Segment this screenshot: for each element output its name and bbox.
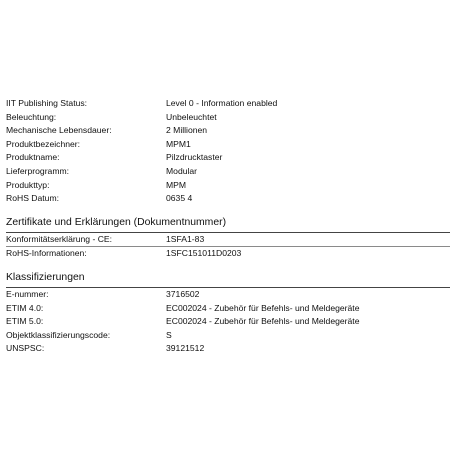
spec-row [6, 124, 450, 138]
spec-label: RoHS Datum: [6, 193, 60, 204]
spec-value: Level 0 - Information enabled [166, 98, 278, 108]
section-title: Zertifikate und Erklärungen (Dokumentnummer) [6, 216, 450, 233]
general-section [6, 97, 450, 206]
spec-label: Produkttyp: [6, 179, 50, 190]
spec-value: 0635 4 [166, 193, 193, 204]
spec-row [6, 138, 450, 152]
spec-value: Modular [166, 165, 198, 176]
spec-value: 39121512 [166, 343, 205, 354]
spec-label: ETIM 4.0: [6, 302, 44, 313]
spec-row [6, 342, 450, 356]
spec-row [6, 233, 450, 248]
spec-value: MPM1 [166, 138, 191, 149]
spec-row [6, 302, 450, 316]
spec-value: 1SFC151011D0203 [166, 248, 242, 259]
spec-value: S [166, 329, 172, 340]
certificates-section [6, 216, 450, 261]
spec-row [6, 288, 450, 302]
spec-label: E-nummer: [6, 288, 49, 299]
spec-value: 1SFA1-83 [166, 233, 205, 244]
spec-label: Mechanische Lebensdauer: [6, 125, 112, 136]
spec-label: ETIM 5.0: [6, 316, 44, 327]
spec-row [6, 315, 450, 329]
spec-value: 2 Millionen [166, 125, 208, 136]
spec-row [6, 192, 450, 206]
spec-row [6, 179, 450, 193]
spec-value: Pilzdrucktaster [166, 152, 223, 163]
spec-label: Objektklassifizierungscode: [6, 329, 111, 340]
spec-label: Produktbezeichner: [6, 138, 81, 149]
spec-row [6, 165, 450, 179]
spec-value: Unbeleuchtet [166, 111, 217, 122]
spec-value: EC002024 - Zubehör für Befehls- und Meldegeräte [166, 316, 360, 327]
spec-value: EC002024 - Zubehör für Befehls- und Meldegeräte [166, 302, 360, 313]
spec-label: IIT Publishing Status: [6, 98, 88, 108]
product-spec-sheet [6, 97, 450, 356]
spec-row [6, 329, 450, 343]
spec-row [6, 247, 450, 261]
spec-label: Beleuchtung: [6, 111, 57, 122]
spec-row [6, 97, 450, 111]
spec-label: Produktname: [6, 152, 60, 163]
spec-row [6, 151, 450, 165]
spec-value: 3716502 [166, 288, 200, 299]
spec-label: Lieferprogramm: [6, 165, 70, 176]
classification-section [6, 271, 450, 356]
spec-row [6, 111, 450, 125]
spec-label: Konformitätserklärung - CE: [6, 233, 113, 244]
spec-value: MPM [166, 179, 187, 190]
spec-label: RoHS-Informationen: [6, 248, 87, 259]
spec-label: UNSPSC: [6, 343, 45, 354]
section-title: Klassifizierungen [6, 271, 450, 288]
